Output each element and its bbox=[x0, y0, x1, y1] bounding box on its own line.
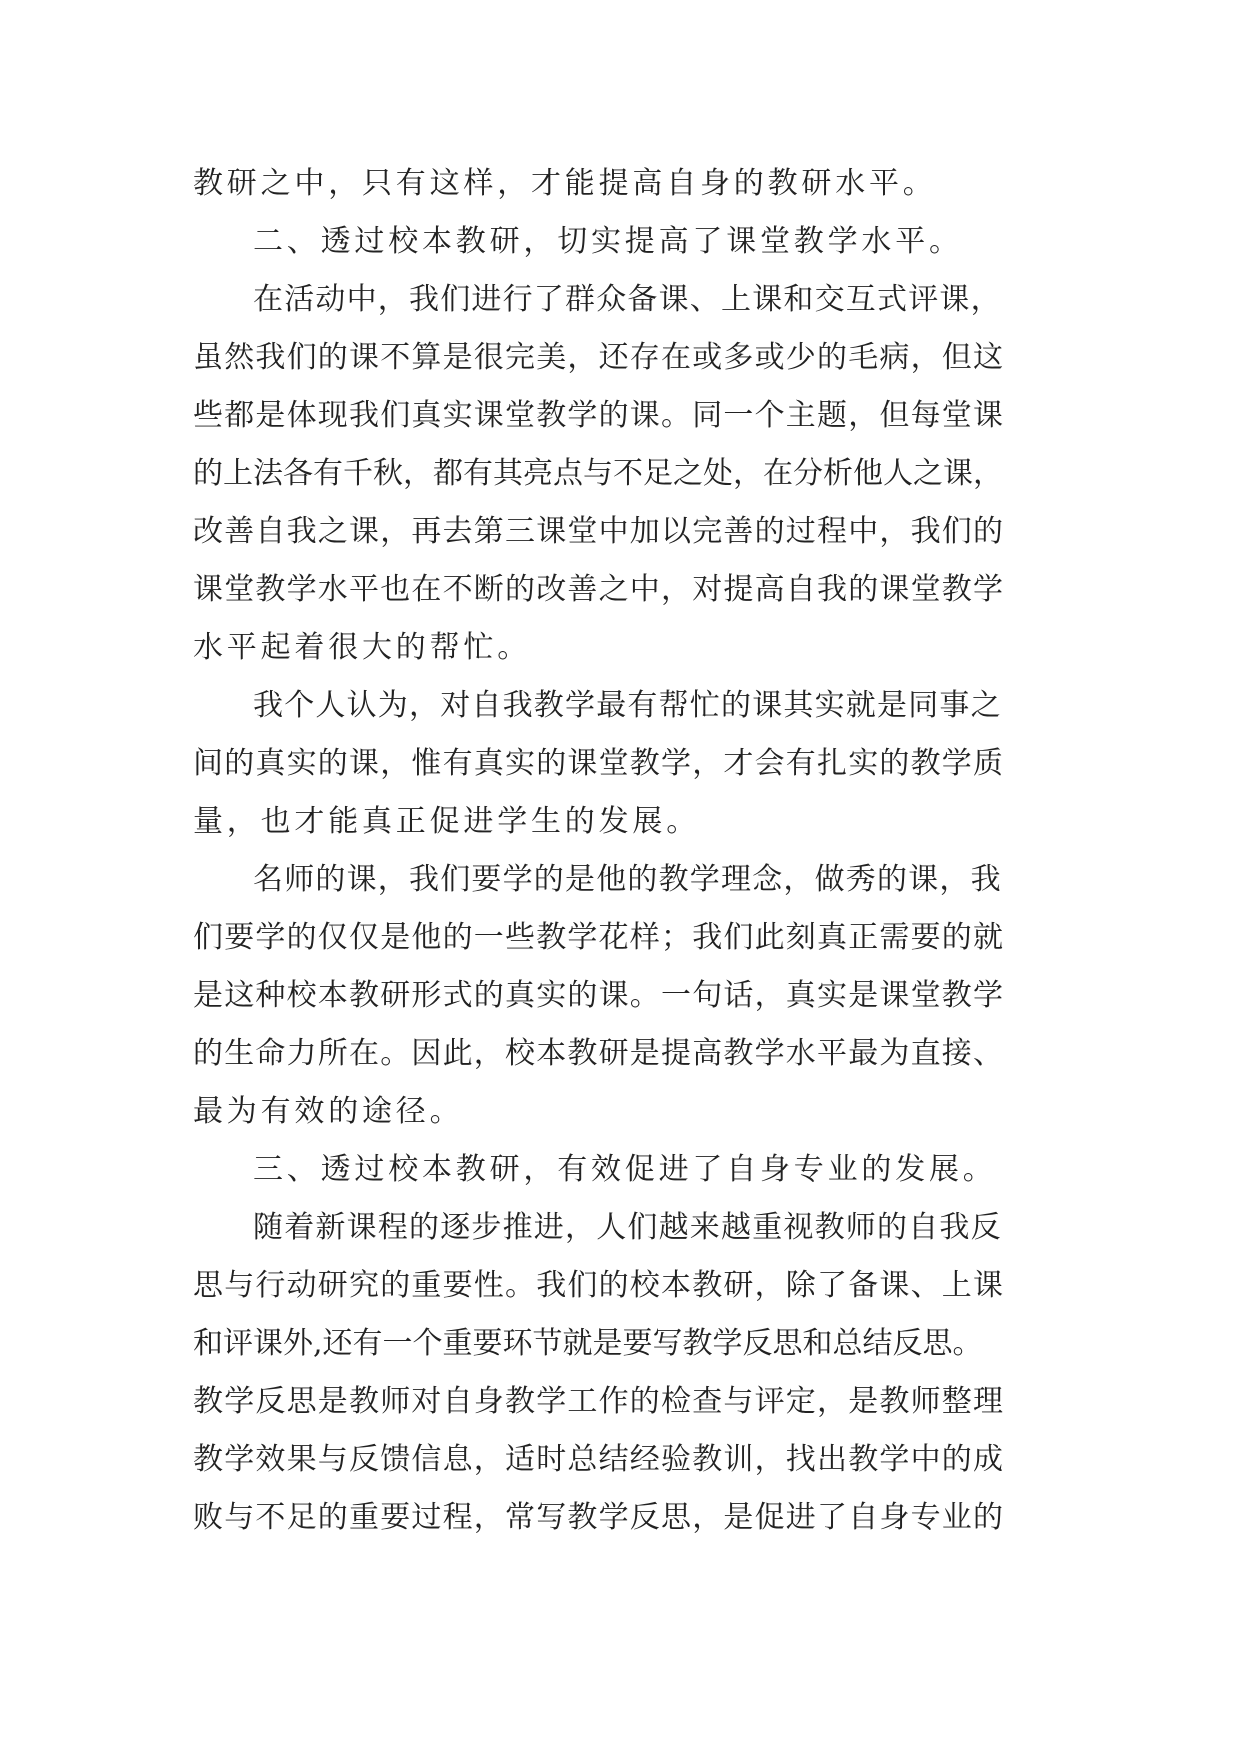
text-line: 改善自我之课，再去第三课堂中加以完善的过程中，我们的 bbox=[193, 514, 1005, 549]
document-body bbox=[193, 155, 1053, 1547]
text-line: 虽然我们的课不算是很完美，还存在或多或少的毛病，但这 bbox=[193, 340, 1005, 375]
text-line: 们要学的仅仅是他的一些教学花样；我们此刻真正需要的就 bbox=[193, 920, 1005, 955]
text-line: 教学效果与反馈信息，适时总结经验教训，找出教学中的成 bbox=[193, 1442, 1005, 1477]
text-line: 是这种校本教研形式的真实的课。一句话，真实是课堂教学 bbox=[193, 978, 1005, 1013]
text-line: 败与不足的重要过程，常写教学反思，是促进了自身专业的 bbox=[193, 1500, 1005, 1535]
text-line: 随着新课程的逐步推进，人们越来越重视教师的自我反 bbox=[253, 1210, 1002, 1245]
text-line: 最为有效的途径。 bbox=[193, 1094, 464, 1129]
text-line: 些都是体现我们真实课堂教学的课。同一个主题，但每堂课 bbox=[193, 398, 1005, 433]
text-line: 名师的课，我们要学的是他的教学理念，做秀的课，我 bbox=[253, 862, 1002, 897]
section-heading-3: 三、透过校本教研，有效促进了自身专业的发展。 bbox=[253, 1152, 997, 1187]
text-line: 思与行动研究的重要性。我们的校本教研，除了备课、上课 bbox=[193, 1268, 1005, 1303]
text-line: 的上法各有千秋，都有其亮点与不足之处，在分析他人之课， bbox=[193, 456, 1003, 491]
text-line: 我个人认为，对自我教学最有帮忙的课其实就是同事之 bbox=[253, 688, 1002, 723]
text-line: 间的真实的课，惟有真实的课堂教学，才会有扎实的教学质 bbox=[193, 746, 1005, 781]
text-line: 教研之中，只有这样，才能提高自身的教研水平。 bbox=[193, 166, 937, 201]
text-line: 的生命力所在。因此，校本教研是提高教学水平最为直接、 bbox=[193, 1036, 1005, 1071]
text-line: 量，也才能真正促进学生的发展。 bbox=[193, 804, 700, 839]
text-line: 在活动中，我们进行了群众备课、上课和交互式评课， bbox=[253, 282, 1002, 317]
text-line: 水平起着很大的帮忙。 bbox=[193, 630, 531, 665]
section-heading-2: 二、透过校本教研，切实提高了课堂教学水平。 bbox=[253, 224, 963, 259]
text-line: 课堂教学水平也在不断的改善之中，对提高自我的课堂教学 bbox=[193, 572, 1005, 607]
text-line: 教学反思是教师对自身教学工作的检查与评定，是教师整理 bbox=[193, 1384, 1005, 1419]
text-line: 和评课外,还有一个重要环节就是要写教学反思和总结反思。 bbox=[193, 1326, 983, 1361]
